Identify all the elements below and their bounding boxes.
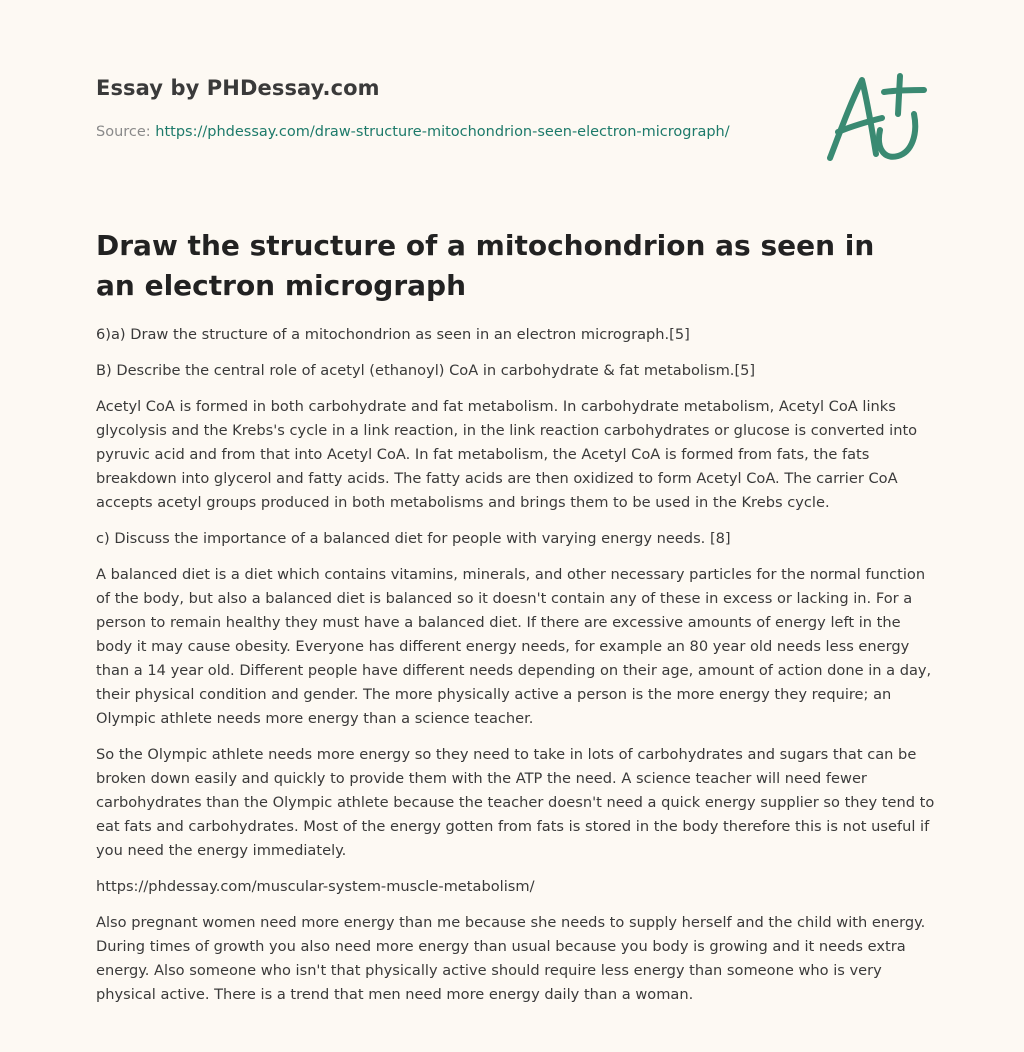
paragraph: So the Olympic athlete needs more energy so they need to take in lots of carbohydrates and sugars that can be broken down easily and quickly to provide them with the ATP the need. A science teacher will need fewer carbohydrates than the Olympic athlete because the teacher doesn't need a quick energy supplier so they tend to eat fats and carbohydrates. Most of the energy gotten from fats is stored in the body therefore this is not useful if you need the energy immediately. xyxy=(96,746,935,859)
paragraph: Acetyl CoA is formed in both carbohydrate and fat metabolism. In carbohydrate metabolism, Acetyl CoA links glycolysis and the Krebs's cycle in a link reaction, in the link reaction carbohydrates or glucose is converted into pyruvic acid and from that into Acetyl CoA. In fat metabolism, the Acetyl CoA is formed from fats, the fats breakdown into glycerol and fatty acids. The fatty acids are then oxidized to form Acetyl CoA. The carrier CoA accepts acetyl groups produced in both metabolisms and brings them to be used in the Krebs cycle. xyxy=(96,398,918,511)
paragraph: B) Describe the central role of acetyl (ethanoyl) CoA in carbohydrate & fat metabolism.[5] xyxy=(96,362,756,379)
source-line xyxy=(96,124,730,140)
site-brand: Essay by PHDessay.com xyxy=(96,76,380,100)
source-label: Source: xyxy=(96,124,156,140)
essay-body xyxy=(96,323,936,1019)
a-plus-logo-icon xyxy=(818,68,930,168)
paragraph: Also pregnant women need more energy than me because she needs to supply herself and the child with energy. During times of growth you also need more energy than usual because you body is growing and it needs extra energy. Also someone who isn't that physically active should require less energy than someone who is very physical active. There is a trend that men need more energy daily than a woman. xyxy=(96,914,926,1003)
paragraph: c) Discuss the importance of a balanced diet for people with varying energy needs. [8] xyxy=(96,530,731,547)
page-title: Draw the structure of a mitochondrion as seen in an electron micrograph xyxy=(96,229,875,302)
related-link[interactable]: https://phdessay.com/muscular-system-muscle-metabolism/ xyxy=(96,878,535,895)
paragraph: A balanced diet is a diet which contains vitamins, minerals, and other necessary particles for the normal function of the body, but also a balanced diet is balanced so it doesn't contain any of these in excess or lacking in. For a person to remain healthy they must have a balanced diet. If there are excessive amounts of energy left in the body it may cause obesity. Everyone has different energy needs, for example an 80 year old needs less energy than a 14 year old. Different people have different needs depending on their age, amount of action done in a day, their physical condition and gender. The more physically active a person is the more energy they require; an Olympic athlete needs more energy than a science teacher. xyxy=(96,566,932,727)
paragraph: 6)a) Draw the structure of a mitochondrion as seen in an electron micrograph.[5] xyxy=(96,326,690,343)
source-link[interactable]: https://phdessay.com/draw-structure-mitochondrion-seen-electron-micrograph/ xyxy=(155,124,730,140)
